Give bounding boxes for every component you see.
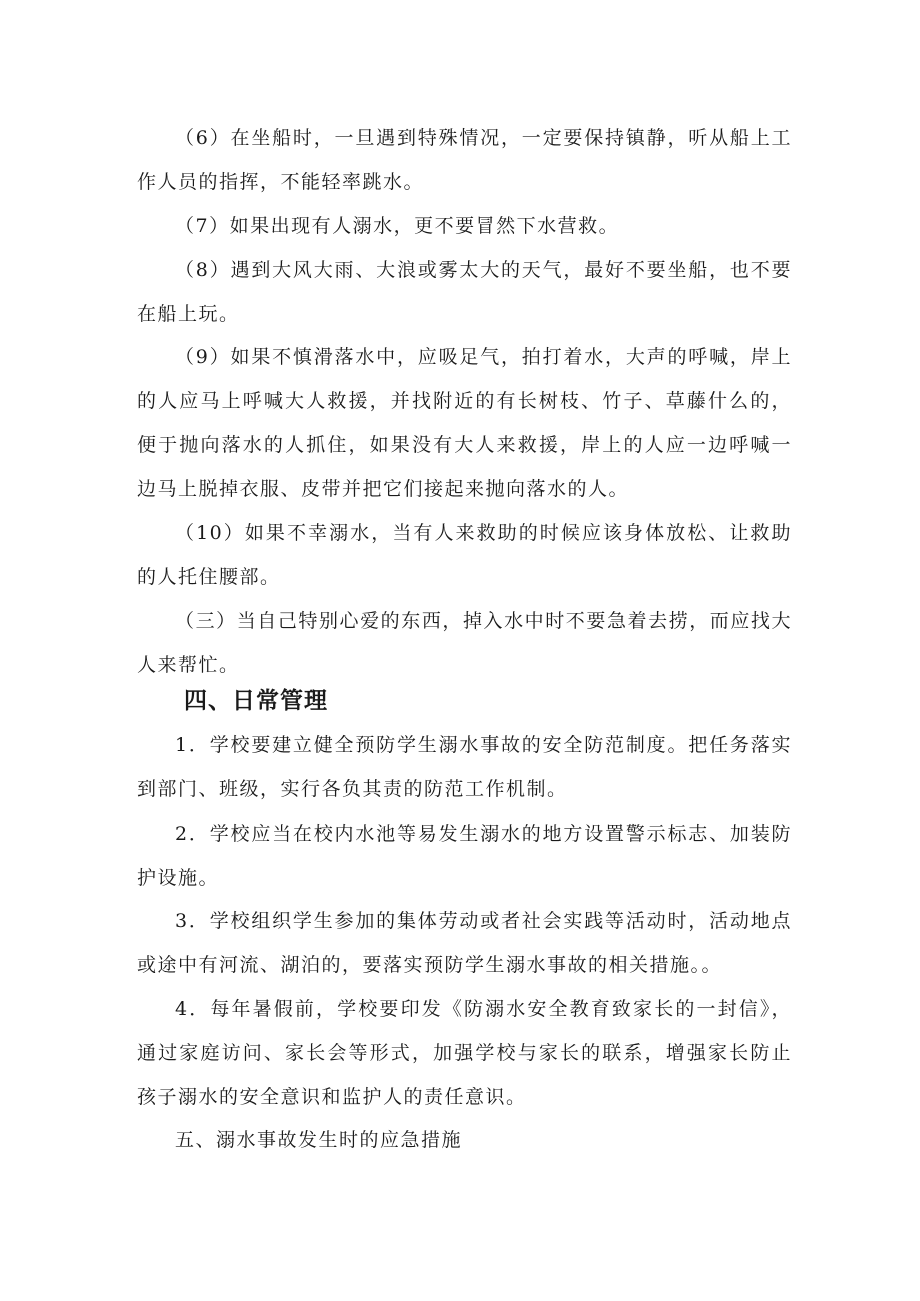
paragraph-item-9: （9）如果不慎滑落水中，应吸足气，拍打着水，大声的呼喊，岸上的人应马上呼喊大人救援，并找附近的有长树枝、竹子、草藤什么的，便于抛向落水的人抓住，如果没有大人来救援，岸上的人应一边呼喊一边马上脱掉衣服、皮带并把它们接起来抛向落水的人。 bbox=[137, 346, 792, 500]
paragraph-item-7: （7）如果出现有人溺水，更不要冒然下水营救。 bbox=[175, 215, 620, 237]
paragraph-item-three: （三）当自己特别心爱的东西，掉入水中时不要急着去捞，而应找大人来帮忙。 bbox=[137, 610, 792, 676]
paragraph-item-6: （6）在坐船时，一旦遇到特殊情况，一定要保持镇静，听从船上工作人员的指挥，不能轻率跳水。 bbox=[137, 127, 792, 193]
management-item-2: 2．学校应当在校内水池等易发生溺水的地方设置警示标志、加装防护设施。 bbox=[137, 823, 792, 889]
section-heading-emergency-measures: 五、溺水事故发生时的应急措施 bbox=[175, 1129, 463, 1151]
paragraph-item-10: （10）如果不幸溺水，当有人来救助的时候应该身体放松、让救助的人托住腰部。 bbox=[137, 522, 792, 588]
section-heading-daily-management: 四、日常管理 bbox=[184, 688, 328, 714]
paragraph-item-8: （8）遇到大风大雨、大浪或雾太大的天气，最好不要坐船，也不要在船上玩。 bbox=[137, 259, 792, 325]
management-item-4: 4．每年暑假前，学校要印发《防溺水安全教育致家长的一封信》，通过家庭访问、家长会等形式，加强学校与家长的联系，增强家长防止孩子溺水的安全意识和监护人的责任意识。 bbox=[137, 998, 792, 1108]
management-item-3: 3．学校组织学生参加的集体劳动或者社会实践等活动时，活动地点或途中有河流、湖泊的，要落实预防学生溺水事故的相关措施。。 bbox=[137, 910, 792, 976]
management-item-1: 1．学校要建立健全预防学生溺水事故的安全防范制度。把任务落实到部门、班级，实行各负其责的防范工作机制。 bbox=[137, 734, 792, 800]
